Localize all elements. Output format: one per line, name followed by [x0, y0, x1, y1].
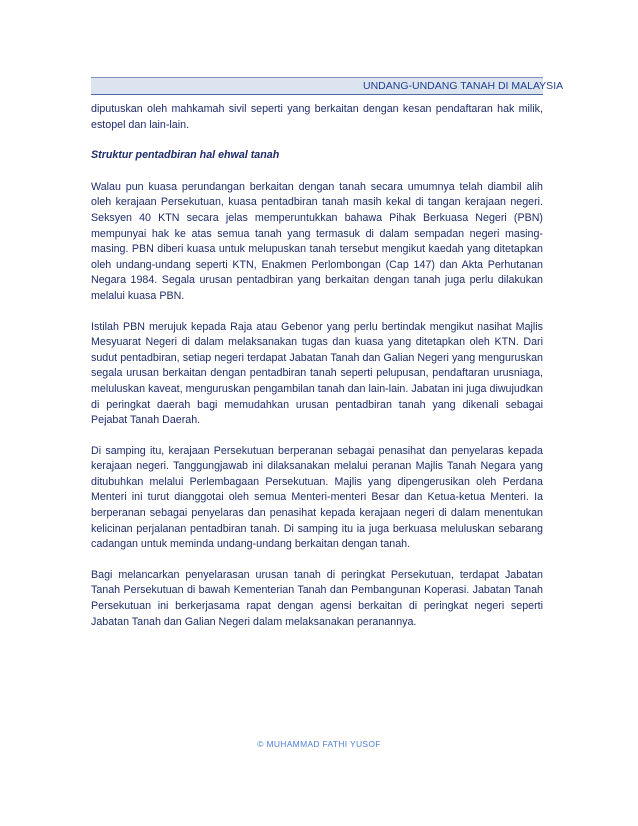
paragraph-jabatan-tanah-persekutuan: Bagi melancarkan penyelarasan urusan tanah di peringkat Persekutuan, terdapat Jabatan Tanah Persekutuan di bawah Kementerian Tanah dan Pembangunan Koperasi. Jabatan Tanah Persekutuan ini berkerjasama rapat dengan agensi berkaitan di peringkat negeri seperti Jabatan Tanah dan Galian Negeri dalam melaksanakan peranannya. — [91, 568, 543, 628]
paragraph-kuasa-pentadbiran: Walau pun kuasa perundangan berkaitan dengan tanah secara umumnya telah diambil alih oleh kerajaan Persekutuan, kuasa pentadbiran tanah masih kekal di tangan kerajaan negeri. Seksyen 40 KTN secara jelas memperuntukkan bahawa Pihak Berkuasa Negeri (PBN) mempunyai hak ke atas semua tanah yang termasuk di dalam sempadan negeri masing-masing. PBN diberi kuasa untuk melupuskan tanah tersebut mengikut kaedah yang ditetapkan oleh undang-undang seperti KTN, Enakmen Perlombongan (Cap 147) dan Akta Perhutanan Negara 1984. Segala urusan pentadbiran yang berkaitan dengan tanah juga perlu dilakukan melalui kuasa PBN. — [91, 180, 543, 302]
page-footer-copyright: © MUHAMMAD FATHI YUSOF — [257, 739, 381, 749]
document-body — [91, 102, 543, 645]
page-header-bar — [91, 77, 564, 95]
paragraph-continuation: diputuskan oleh mahkamah sivil seperti yang berkaitan dengan kesan pendaftaran hak milik, estopel dan lain-lain. — [91, 103, 543, 131]
paragraph-istilah-pbn: Istilah PBN merujuk kepada Raja atau Gebenor yang perlu bertindak mengikut nasihat Majlis Mesyuarat Negeri di dalam melaksanakan tugas dan kuasa yang ditetapkan oleh KTN. Dari sudut pentadbiran, setiap negeri terdapat Jabatan Tanah dan Galian Negeri yang menguruskan segala urusan berkaitan dengan pentadbiran tanah seperti pelupusan, pendaftaran urusniaga, meluluskan kaveat, menguruskan pengambilan tanah dan lain-lain. Jabatan ini juga diwujudkan di peringkat daerah bagi memudahkan urusan pentadbiran tanah yang dikenali sebagai Pejabat Tanah Daerah. — [91, 320, 543, 427]
section-heading: Struktur pentadbiran hal ehwal tanah — [91, 149, 280, 162]
page-title: UNDANG-UNDANG TANAH DI MALAYSIA — [363, 80, 564, 92]
paragraph-kerajaan-persekutuan: Di samping itu, kerajaan Persekutuan berperanan sebagai penasihat dan penyelaras kepada kerajaan negeri. Tanggungjawab ini dilaksanakan melalui peranan Majlis Tanah Negara yang ditubuhkan melalui Perlembagaan Persekutuan. Majlis yang dipengerusikan oleh Perdana Menteri ini turut dianggotai oleh semua Menteri-menteri Besar dan Ketua-ketua Menteri. Ia berperanan sebagai penyelaras dan penasihat kepada kerajaan negeri di dalam menentukan kelicinan perjalanan pentadbiran tanah. Di samping itu ia juga berkuasa meluluskan sebarang cadangan untuk meminda undang-undang berkaitan dengan tanah. — [91, 444, 543, 551]
